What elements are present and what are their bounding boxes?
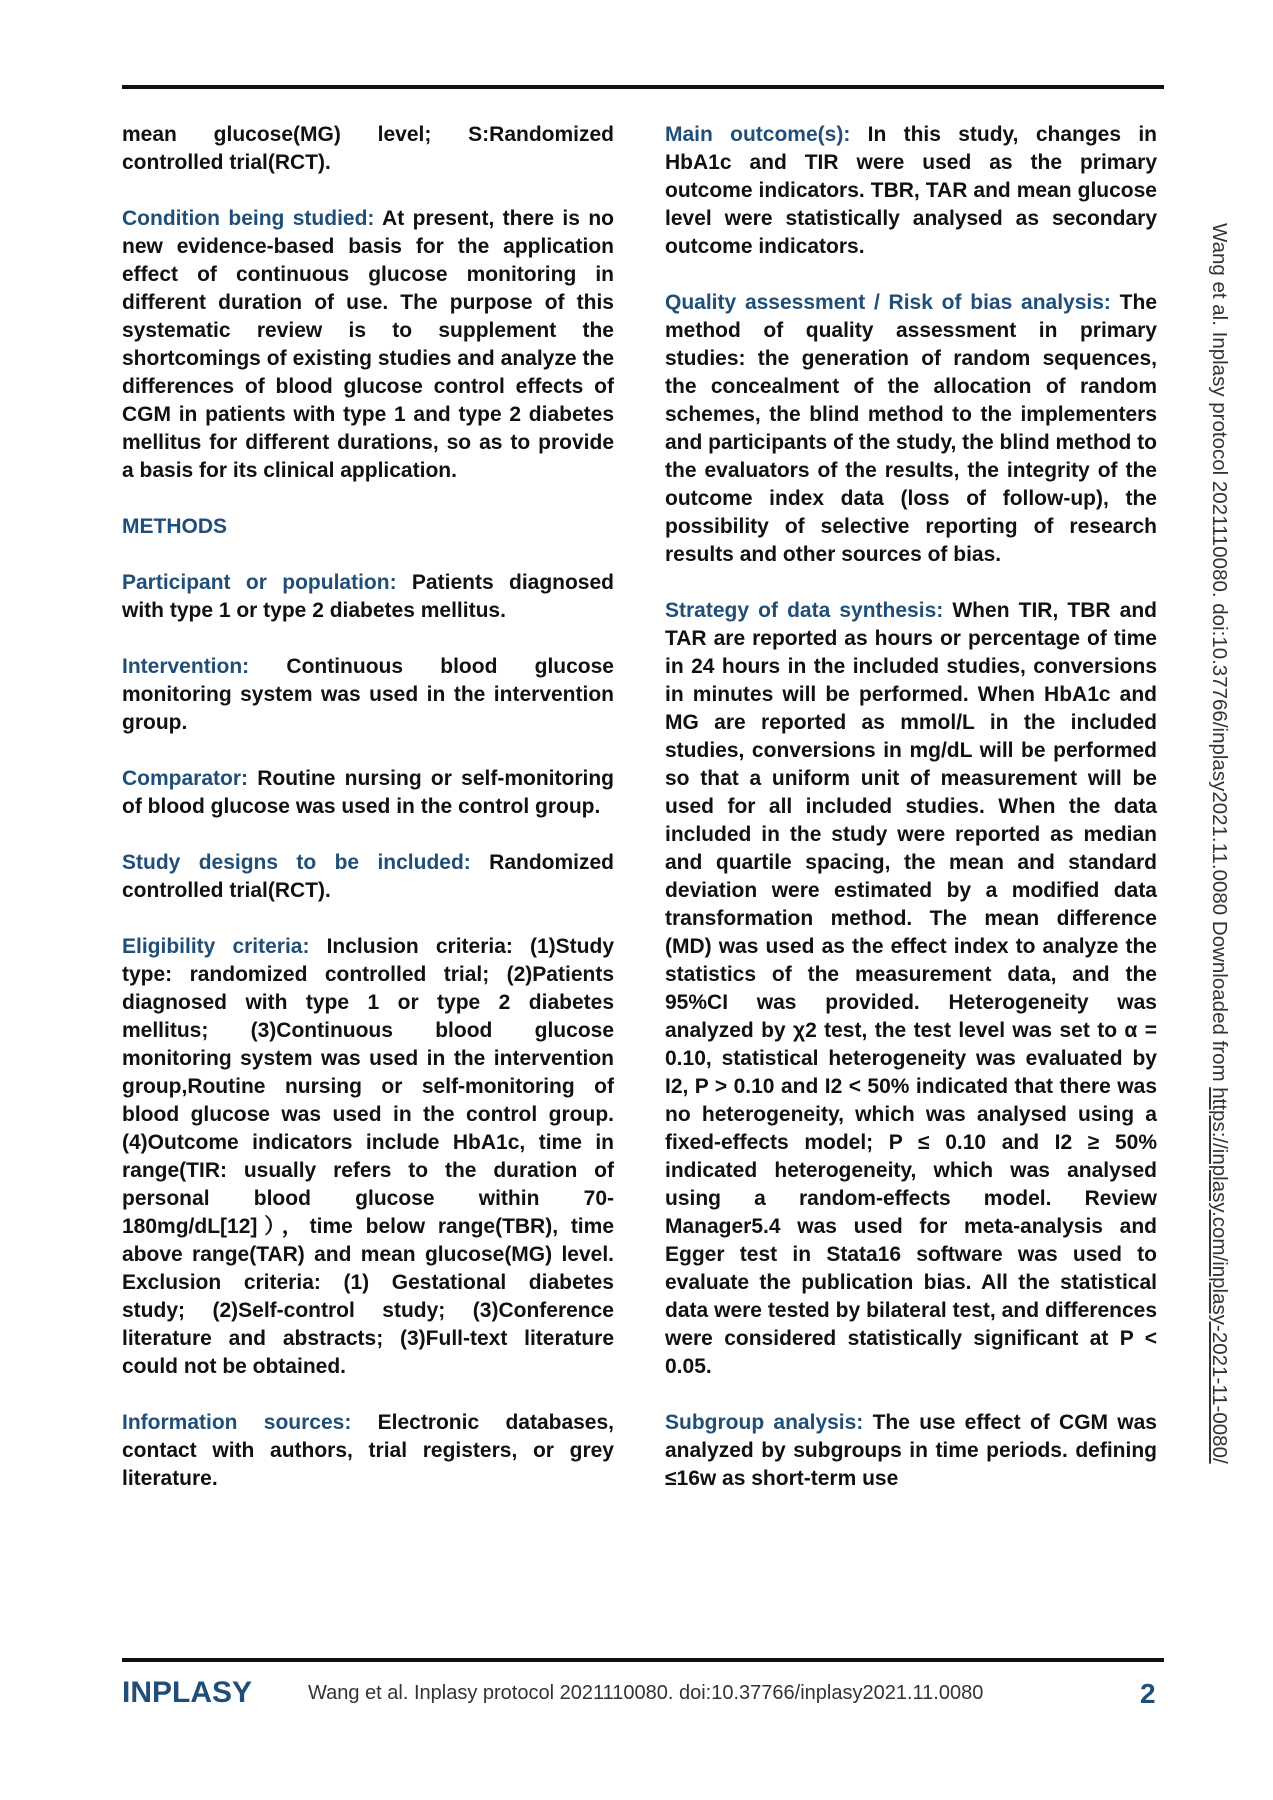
text-subgroup: The use effect of CGM was analyzed by subgroups in time periods. defining ≤16w as short-term use: [665, 1411, 1157, 1490]
label-strategy: Strategy of data synthesis:: [665, 599, 944, 622]
sidebar-url-link[interactable]: https://inplasy.com/inplasy-2021-11-0080/: [1208, 1087, 1231, 1464]
paragraph-information: [122, 1409, 614, 1493]
paragraph-study-designs: [122, 849, 614, 905]
text-condition: At present, there is no new evidence-based basis for the application effect of continuous glucose monitoring in different duration of use. The purpose of this systematic review is to supplement the shortcomings of existing studies and analyze the differences of blood glucose control effects of CGM in patients with type 1 and type 2 diabetes mellitus for different durations, so as to provide a basis for its clinical application.: [122, 207, 614, 482]
label-intervention: Intervention:: [122, 655, 250, 678]
bottom-rule: [122, 1658, 1164, 1662]
text-strategy: When TIR, TBR and TAR are reported as hours or percentage of time in 24 hours in the included studies, conversions in minutes will be performed. When HbA1c and MG are reported as mmol/L in the included studies, conversions in mg/dL will be performed so that a uniform unit of measurement will be used for all included studies. When the data included in the study were reported as median and quartile spacing, the mean and standard deviation were estimated by a modified data transformation method. The mean difference (MD) was used as the effect index to analyze the statistics of the measurement data, and the 95%CI was provided. Heterogeneity was analyzed by χ2 test, the test level was set to α = 0.10, statistical heterogeneity was evaluated by I2, P > 0.10 and I2 < 50% indicated that there was no heterogeneity, which was analysed using a fixed-effects model; P ≤ 0.10 and I2 ≥ 50% indicated heterogeneity, which was analysed using a random-effects model. Review Manager5.4 was used for meta-analysis and Egger test in Stata16 software was used to evaluate the publication bias. All the statistical data were tested by bilateral test, and differences were considered statistically significant at P < 0.05.: [665, 599, 1158, 1378]
label-eligibility: Eligibility criteria:: [122, 935, 310, 958]
paragraph-main-outcome: [665, 121, 1157, 261]
text-quality: The method of quality assessment in primary studies: the generation of random sequences, the concealment of the allocation of random schemes, the blind method to the implementers and participants of the study, the blind method to the evaluators of the results, the integrity of the outcome index data (loss of follow-up), the possibility of selective reporting of research results and other sources of bias.: [665, 291, 1157, 566]
label-study-designs: Study designs to be included:: [122, 851, 471, 874]
text-study-designs: Randomized controlled trial(RCT).: [122, 851, 614, 902]
label-participant: Participant or population:: [122, 571, 397, 594]
paragraph-subgroup: [665, 1409, 1157, 1493]
label-main-outcome: Main outcome(s):: [665, 123, 851, 146]
text-comparator: Routine nursing or self-monitoring of blood glucose was used in the control group.: [122, 767, 614, 818]
label-quality: Quality assessment / Risk of bias analysis:: [665, 291, 1111, 314]
paragraph-intro-continued: mean glucose(MG) level; S:Randomized controlled trial(RCT).: [122, 123, 614, 174]
paragraph-participant: [122, 569, 614, 625]
paragraph-eligibility: [122, 933, 614, 1381]
text-main-outcome: In this study, changes in HbA1c and TIR were used as the primary outcome indicators. TBR, TAR and mean glucose level were statistically analysed as secondary outcome indicators.: [665, 123, 1157, 258]
footer-citation: Wang et al. Inplasy protocol 2021110080. doi:10.37766/inplasy2021.11.0080: [308, 1682, 984, 1704]
label-condition: Condition being studied:: [122, 207, 375, 230]
label-subgroup: Subgroup analysis:: [665, 1411, 864, 1434]
paragraph-comparator: [122, 765, 614, 821]
text-participant: Patients diagnosed with type 1 or type 2 diabetes mellitus.: [122, 571, 614, 622]
top-rule: [122, 85, 1164, 89]
page-footer: [0, 1676, 1273, 1716]
page-number: 2: [1140, 1678, 1156, 1709]
text-intervention: Continuous blood glucose monitoring system was used in the intervention group.: [122, 655, 614, 734]
label-comparator: Comparator:: [122, 767, 249, 790]
text-information: Electronic databases, contact with authors, trial registers, or grey literature.: [122, 1411, 614, 1490]
paragraph-condition: [122, 205, 614, 485]
right-column: [665, 121, 1157, 1493]
label-information: Information sources:: [122, 1411, 352, 1434]
paragraph-quality: [665, 289, 1157, 569]
methods-heading: METHODS: [122, 515, 227, 538]
paragraph-intervention: [122, 653, 614, 737]
paragraph-strategy: [665, 597, 1157, 1381]
text-eligibility: Inclusion criteria: (1)Study type: randomized controlled trial; (2)Patients diagnosed with type 1 or type 2 diabetes mellitus; (3)Continuous blood glucose monitoring system was used in the intervention group,Routine nursing or self-monitoring of blood glucose was used in the control group. (4)Outcome indicators include HbA1c, time in range(TIR: usually refers to the duration of personal blood glucose within 70-180mg/dL[12]），time below range(TBR), time above range(TAR) and mean glucose(MG) level. Exclusion criteria: (1) Gestational diabetes study; (2)Self-control study; (3)Conference literature and abstracts; (3)Full-text literature could not be obtained.: [122, 935, 614, 1378]
left-column: [122, 121, 614, 1493]
footer-brand-logo: INPLASY: [122, 1676, 253, 1709]
sidebar-text: Wang et al. Inplasy protocol 2021110080. doi:10.37766/inplasy2021.11.0080 Downloaded from: [1208, 223, 1231, 1088]
